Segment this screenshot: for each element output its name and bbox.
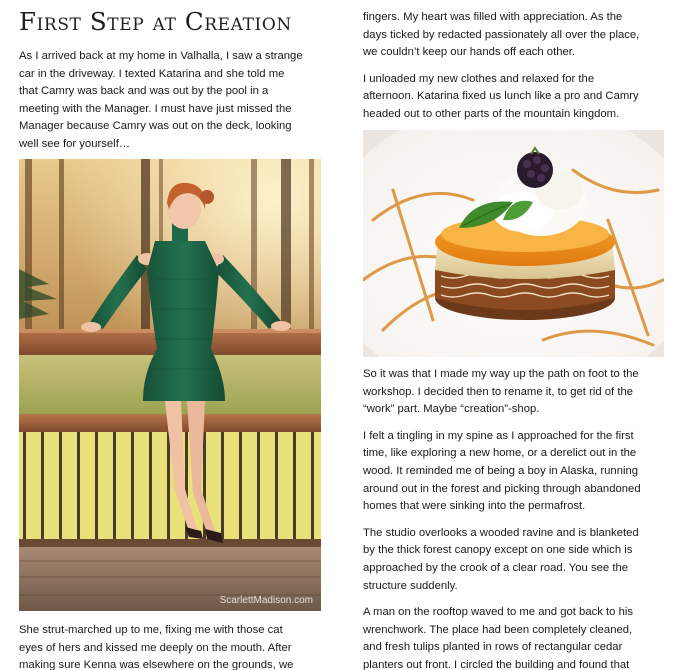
rooftop-paragraph: A man on the rooftop waved to me and got back to his wrenchwork. The place had been completely cleaned, and fresh tulips planted in rows of rectangular cedar planters out front. I circled the building and found that — [363, 606, 634, 670]
tingling-paragraph: I felt a tingling in my spine as I approached for the first time, like exploring a new home, or a derelict out in the wood. It reminded me of being a boy in Alaska, running around out in the forest and picking through abandoned homes that were sinking into the permafrost. — [363, 429, 641, 513]
dessert-photo — [363, 130, 664, 357]
article-title: First Step at Creation — [19, 7, 292, 36]
dessert-illustration — [363, 130, 664, 357]
path-paragraph: So it was that I made my way up the path on foot to the workshop. I decided then to rename it, to get rid of the “work” part. Maybe “creation”-shop. — [363, 368, 639, 416]
fingers-paragraph: fingers. My heart was filled with appreciation. As the days ticked by redacted passionately all over the place, we couldn’t keep our hands off each other. — [363, 11, 640, 59]
left-column — [19, 6, 321, 163]
photo-watermark: ScarlettMadison.com — [219, 595, 313, 606]
woman-on-deck-photo — [19, 159, 321, 611]
studio-paragraph: The studio overlooks a wooded ravine and is blanketed by the thick forest canopy except on one side which is approached by the crook of a clear road. You see the structure suddenly. — [363, 526, 639, 592]
strut-paragraph: She strut-marched up to me, fixing me with those cat eyes of hers and kissed me deeply on the mouth. After making sure Kenna was elsewhere on the grounds, we — [19, 624, 294, 670]
left-bottom-text — [19, 622, 321, 670]
right-column — [363, 9, 665, 133]
unloaded-paragraph: I unloaded my new clothes and relaxed for the afternoon. Katarina fixed us lunch like a pro and Camry headed out to other parts of the mountain kingdom. — [363, 72, 639, 120]
woman-on-deck-illustration — [19, 159, 321, 611]
intro-paragraph: As I arrived back at my home in Valhalla, I saw a strange car in the driveway. I texted Katarina and she told me that Camry was back and was out by the pool in a meeting with the Manager. I must have just missed the Manager because Camry was out on the deck, looking well see for yourself… — [19, 50, 303, 150]
right-lower-text — [363, 366, 665, 670]
